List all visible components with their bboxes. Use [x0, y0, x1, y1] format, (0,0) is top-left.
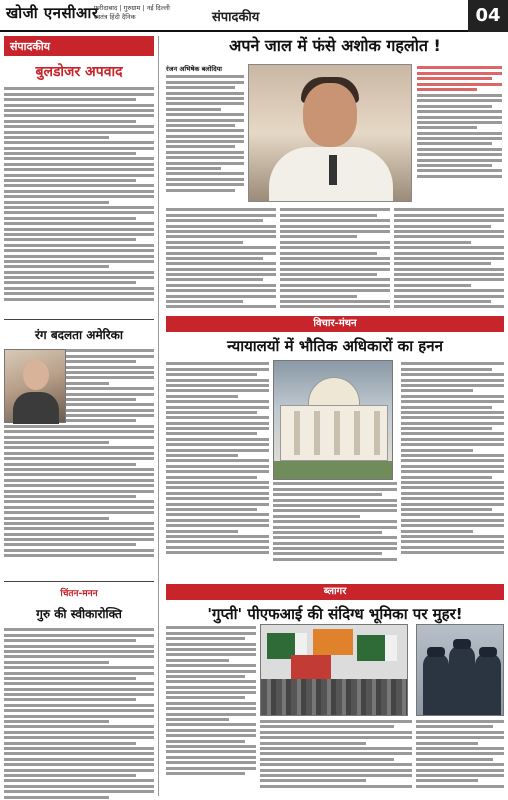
masthead-meta-line1: फ़रीदाबाद | गुरुग्राम | नई दिल्ली — [94, 4, 170, 12]
left-column — [4, 36, 159, 796]
pfi-column — [166, 624, 256, 796]
subhead-court: न्यायालयों में भौतिक अधिकारों का हनन — [227, 337, 443, 355]
column-label: चिंतन-मनन — [60, 589, 98, 599]
subhead-pfi: 'गुप्ती' पीएफआई की संदिग्ध भूमिका पर मुहर! — [207, 605, 463, 623]
court-column — [401, 360, 504, 580]
pfi-article — [166, 624, 504, 796]
police-officers-photo — [416, 624, 504, 716]
pfi-right — [416, 624, 504, 796]
story-column — [166, 206, 276, 322]
divider — [4, 581, 154, 582]
article-body-guru — [4, 626, 154, 800]
hero-left-text — [166, 64, 248, 202]
article-title-america: रंग बदलता अमेरिका — [34, 328, 123, 342]
section-band-blogger: ब्लागर — [166, 584, 504, 600]
story-column — [394, 206, 504, 322]
hero-right-text — [412, 64, 502, 202]
newspaper-brand: खोजी एनसीआर — [6, 4, 99, 22]
masthead-meta — [94, 4, 170, 22]
pull-quote — [417, 66, 502, 91]
section-name: संपादकीय — [212, 10, 260, 25]
pfi-photos — [260, 624, 412, 796]
page-number: 04 — [468, 0, 508, 32]
politician-photo — [248, 64, 412, 202]
court-column — [166, 360, 269, 580]
main-headline: अपने जाल में फंसे अशोक गहलोत ! — [229, 36, 441, 55]
main-story — [166, 36, 504, 322]
court-photo-column — [273, 360, 397, 580]
portrait-photo — [4, 349, 66, 423]
editorial-banner: संपादकीय — [4, 36, 154, 56]
divider — [4, 319, 154, 320]
editorial-body — [4, 85, 154, 315]
editorial-title: बुलडोजर अपवाद — [35, 64, 123, 80]
masthead — [0, 0, 508, 32]
byline: रंजन अभिषेक बलोदिया — [166, 65, 222, 73]
protest-flags-photo — [260, 624, 408, 716]
story-columns — [166, 206, 504, 322]
article-body-america — [4, 347, 154, 577]
hero-row — [166, 64, 504, 202]
masthead-meta-line2: स्वतंत्र हिंदी दैनिक — [94, 13, 136, 21]
section-band-vichar: विचार-मंथन — [166, 316, 504, 332]
court-article — [166, 360, 504, 580]
court-building-photo — [273, 360, 393, 480]
story-column — [280, 206, 390, 322]
article-title-guru: गुरु की स्वीकारोक्ति — [36, 607, 122, 621]
